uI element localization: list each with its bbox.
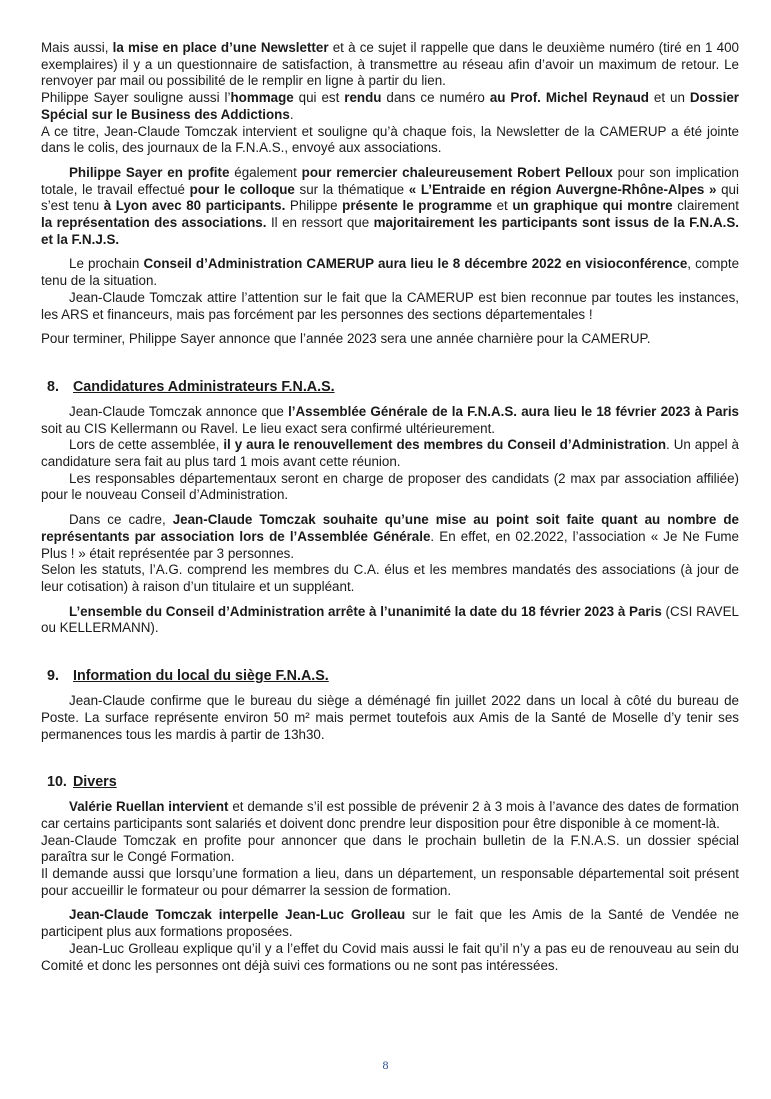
paragraph [41,693,739,743]
bold-text: hommage [230,90,294,106]
bold-text: Valérie Ruellan intervient [69,799,229,815]
text-run: sur le fait que les Amis de la Santé de Vendée ne participent plus aux formations proposées. [41,907,739,940]
paragraph [41,866,739,899]
text-run: Lors de cette assemblée, [69,437,224,453]
text-run: Philippe Sayer souligne aussi l’ [41,90,231,106]
bold-text: la mise en place d’une Newsletter [112,40,329,55]
text-run: . Un appel à candidature sera fait au plus tard 1 mois avant cette réunion. [41,437,739,470]
bold-text: Jean-Claude Tomczak souhaite qu’une mise au point soit faite quant au nombre de représentants par association lors de l’Assemblée Générale [41,512,739,544]
spacer [41,504,739,512]
text-run: sur la thématique [294,181,409,197]
spacer [41,248,739,256]
text-run: Mais aussi, [41,40,113,55]
text-run: (CSI RAVEL ou KELLERMANN). [41,603,739,636]
text-run: et demande s’il est possible de prévenir 2 à 3 mois à l’avance des dates de formation car certains participants sont salariés et doivent donc prendre leur disposition pour être disponible à ce moment-là. [41,799,739,831]
paragraph [41,290,739,323]
text-run: qui est [293,90,345,106]
bold-text: la représentation des associations. [41,215,267,231]
paragraph [41,941,739,974]
spacer [41,743,739,773]
text-run: Philippe [285,198,343,214]
section-heading [41,773,739,791]
section-heading [41,667,739,685]
text-run: et à ce sujet il rappelle que dans le deuxième numéro (tiré en 1 400 exemplaires) il y a un questionnaire de satisfaction, à transmettre au réseau afin d’avoir un maximum de retour. Le renvoyer par mail ou possibilité de le remplir en ligne à partir du lien. [41,40,739,89]
bold-text: Dossier Spécial sur le Business des Addictions [41,90,739,122]
bold-text: « L’Entraide en région Auvergne-Rhône-Alpes » [408,181,717,197]
spacer [41,899,739,907]
bold-text: il y aura le renouvellement des membres du Conseil d’Administration [223,437,667,453]
paragraph [41,907,739,940]
spacer [41,791,739,799]
bold-text: Jean-Claude Tomczak interpelle Jean-Luc Grolleau [69,907,406,923]
text-run: Il en ressort que [266,215,374,231]
bold-text: rendu [344,90,382,106]
text-run: Le prochain [69,256,144,272]
section-title: Candidatures Administrateurs F.N.A.S. [72,378,335,395]
bold-text: Philippe Sayer en profite [69,164,230,180]
paragraph [41,604,739,637]
spacer [41,348,739,378]
paragraph [41,40,739,90]
bold-text: au Prof. Michel Reynaud [489,90,649,106]
spacer [41,323,739,331]
text-run: Jean-Claude Tomczak attire l’attention sur le fait que la CAMERUP est bien reconnue par toutes les instances, les ARS et financeurs, mais pas forcément par les personnes des sections départementales ! [41,289,739,322]
paragraph [41,404,739,437]
paragraph [41,331,739,348]
bold-text: présente le programme [342,198,492,214]
text-run: et un [648,90,690,106]
paragraph [41,437,739,470]
page-number: 8 [382,1058,389,1072]
text-run: également [229,164,302,180]
text-run: . En effet, en 02.2022, l’association « Je Ne Fume Plus ! » était représentée par 3 personnes. [41,528,739,561]
section-title: Divers [72,774,117,791]
text-run: Il demande aussi que lorsqu’une formation a lieu, dans un département, un responsable départemental soit présent pour accueillir le formateur ou pour démarrer la session de formation. [41,866,739,898]
paragraph [41,124,739,157]
spacer [41,596,739,604]
text-run: Jean-Luc Grolleau explique qu’il y a l’effet du Covid mais aussi le fait qu’il n’y a pas eu de renouveau au sein du Comité et donc les personnes ont déjà suivi ces formations ou ne sont pas intéressées. [41,940,739,973]
text-run: Les responsables départementaux seront en charge de proposer des candidats (2 max par association affiliée) pour le nouveau Conseil d’Administration. [41,470,739,503]
text-run: Jean-Claude confirme que le bureau du siège a déménagé fin juillet 2022 dans un local à côté du bureau de Poste. La surface représente environ 50 m² mais permet toutefois aux Amis de la Santé de Moselle d’y tenir ses permanences tous les mardis à partir de 13h30. [41,693,739,742]
paragraph [41,799,739,832]
text-run: clairement [672,198,739,214]
paragraph [41,90,739,123]
paragraph [41,165,739,249]
bold-text: pour le colloque [189,181,295,197]
spacer [41,157,739,165]
spacer [41,685,739,693]
text-run: , compte tenu de la situation. [41,256,740,289]
section-number: 9. [47,668,59,685]
section-number: 8. [47,378,59,395]
bold-text: à Lyon avec 80 participants. [103,198,286,214]
section-heading [41,378,739,396]
text-run: Dans ce cadre, [69,512,173,528]
text-run: Pour terminer, Philippe Sayer annonce que l’année 2023 sera une année charnière pour la CAMERUP. [41,331,651,347]
text-run: dans ce numéro [381,90,490,106]
paragraph [41,562,739,595]
bold-text: l’Assemblée Générale de la F.N.A.S. aura lieu le 18 février 2023 à Paris [288,403,739,419]
text-run: pour son implication totale, le travail effectué [41,164,739,197]
paragraph [41,512,739,562]
paragraph [41,471,739,504]
section-number: 10. [47,774,67,791]
bold-text: un graphique qui montre [512,198,673,214]
text-run: Jean-Claude Tomczak en profite pour annoncer que dans le prochain bulletin de la F.N.A.S. un dossier spécial paraîtra sur le Congé Formation. [41,832,739,865]
bold-text: Conseil d’Administration CAMERUP aura lieu le 8 décembre 2022 en visioconférence [143,256,688,272]
text-run: A ce titre, Jean-Claude Tomczak intervient et souligne qu’à chaque fois, la Newsletter de la CAMERUP a été jointe dans le colis, des journaux de la F.N.A.S., envoyé aux associations. [41,123,739,156]
document-body [41,40,739,974]
bold-text: pour remercier chaleureusement Robert Pelloux [301,164,613,180]
text-run: . [289,106,294,122]
paragraph [41,256,739,289]
text-run: soit au CIS Kellermann ou Ravel. Le lieu exact sera confirmé ultérieurement. [41,420,496,436]
bold-text: majoritairement les participants sont issus de la F.N.A.S. et la F.N.J.S. [41,215,739,247]
text-run: Selon les statuts, l’A.G. comprend les membres du C.A. élus et les membres mandatés des associations (à jour de leur cotisation) à raison d’un titulaire et un suppléant. [41,562,739,594]
text-run: Jean-Claude Tomczak annonce que [69,403,289,419]
spacer [41,637,739,667]
text-run: qui s’est tenu [41,181,739,214]
bold-text: L’ensemble du Conseil d’Administration arrête à l’unanimité la date du 18 février 2023 à Paris [69,603,662,619]
text-run: et [491,198,513,214]
spacer [41,396,739,404]
paragraph [41,833,739,866]
section-title: Information du local du siège F.N.A.S. [72,668,329,685]
